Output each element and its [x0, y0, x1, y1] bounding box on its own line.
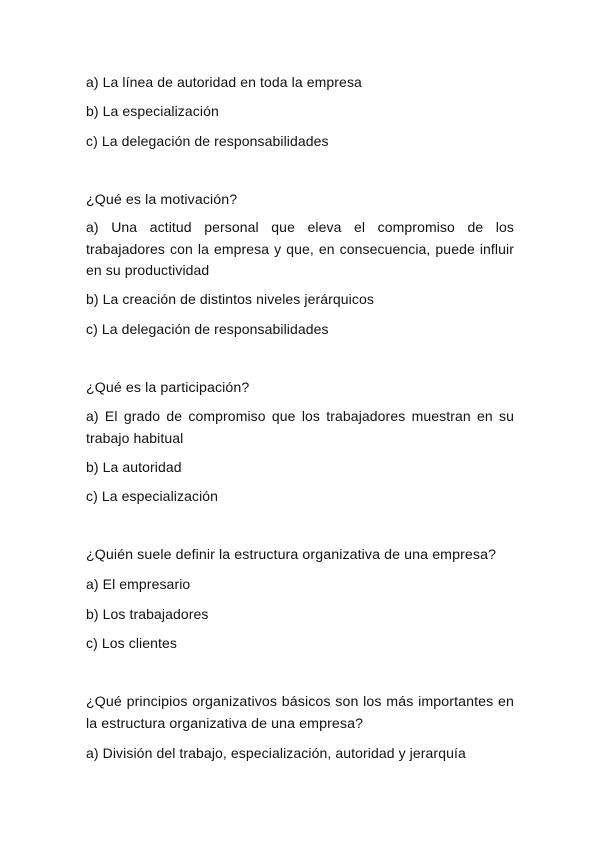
- question-motivacion: ¿Qué es la motivación?: [86, 192, 238, 208]
- option-1-c: c) La delegación de responsabilidades: [86, 321, 329, 337]
- option-1-a: a) Una actitud personal que eleva el compromiso de los trabajadores con la empresa y que, en consecuencia, puede influir en su productividad: [86, 219, 514, 278]
- option-2-c: c) La especialización: [86, 488, 219, 504]
- option-3-a: a) El empresario: [86, 576, 191, 592]
- option-2-b: b) La autoridad: [86, 459, 182, 475]
- option-0-c: c) La delegación de responsabilidades: [86, 133, 329, 149]
- option-4-a: a) División del trabajo, especialización, autoridad y jerarquía: [86, 745, 466, 761]
- option-3-c: c) Los clientes: [86, 635, 177, 651]
- question-participacion: ¿Qué es la participación?: [86, 380, 250, 396]
- question-principios: ¿Qué principios organizativos básicos son los más importantes en la estructura organizativa de una empresa?: [86, 694, 514, 732]
- option-1-b: b) La creación de distintos niveles jerárquicos: [86, 291, 374, 307]
- question-quien-define: ¿Quién suele definir la estructura organizativa de una empresa?: [86, 547, 497, 563]
- option-3-b: b) Los trabajadores: [86, 606, 209, 622]
- option-2-a: a) El grado de compromiso que los trabajadores muestran en su trabajo habitual: [86, 408, 514, 446]
- option-0-b: b) La especialización: [86, 103, 219, 119]
- option-0-a: a) La línea de autoridad en toda la empresa: [86, 74, 362, 90]
